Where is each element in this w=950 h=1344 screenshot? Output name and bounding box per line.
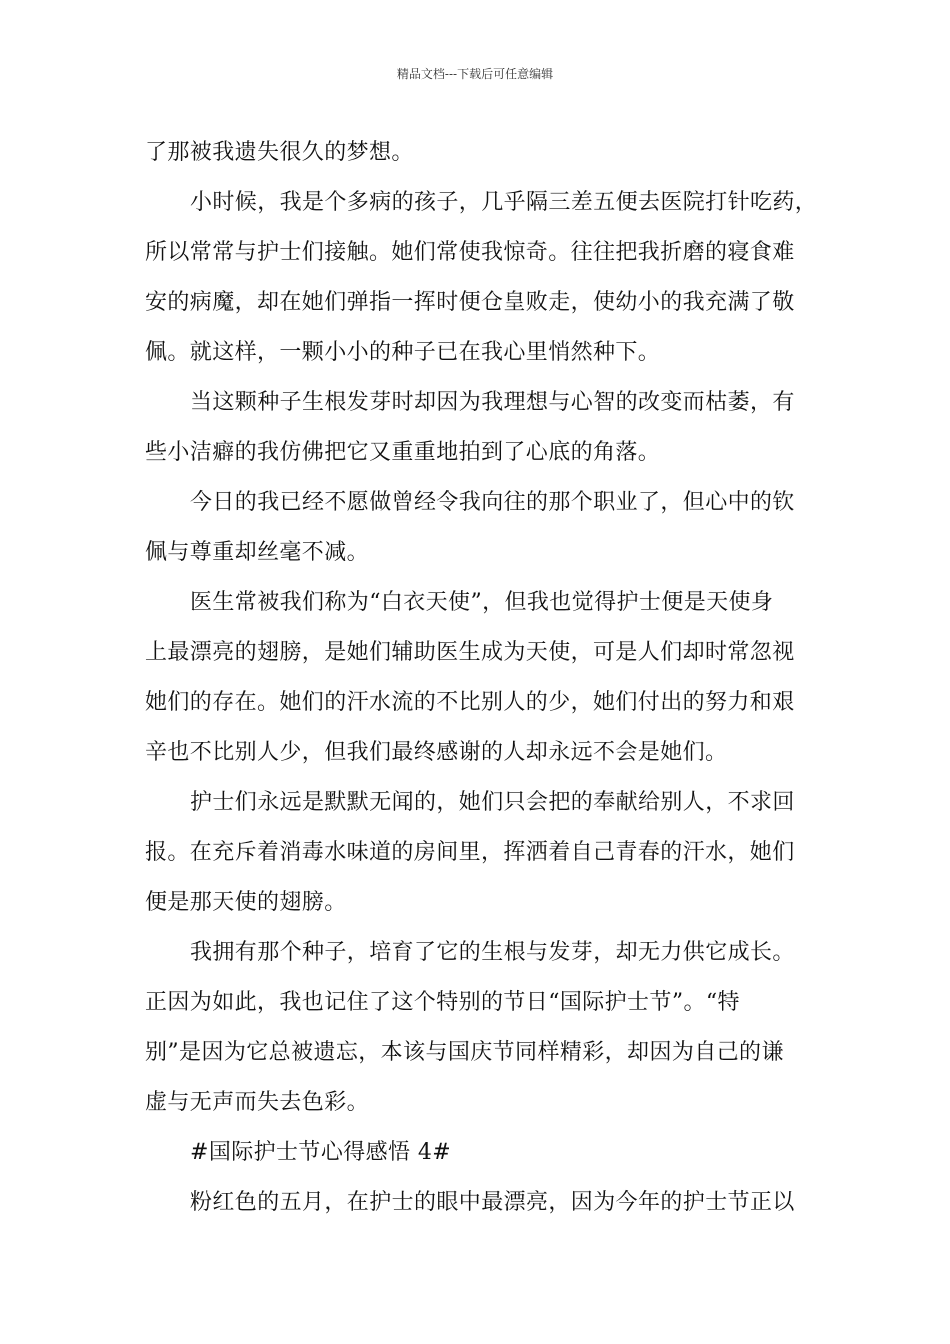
text-line: 当这颗种子生根发芽时却因为我理想与心智的改变而枯萎，有 [190, 390, 795, 415]
text-line: 辛也不比别人少，但我们最终感谢的人却永远不会是她们。 [145, 740, 728, 765]
text-line: 安的病魔，却在她们弹指一挥时便仓皇败走，使幼小的我充满了敬 [145, 290, 795, 315]
text-line: 正因为如此，我也记住了这个特别的节日“国际护士节”。“特 [145, 990, 740, 1015]
paragraph [145, 928, 825, 1128]
paragraph [145, 478, 825, 578]
text-line: 佩与尊重却丝毫不减。 [145, 540, 370, 565]
text-line: 佩。就这样，一颗小小的种子已在我心里悄然种下。 [145, 340, 661, 365]
section-heading [145, 1128, 825, 1178]
text-line: 所以常常与护士们接触。她们常使我惊奇。往往把我折磨的寝食难 [145, 240, 795, 265]
text-line: 护士们永远是默默无闻的，她们只会把的奉献给别人，不求回 [190, 790, 795, 815]
text-line: 她们的存在。她们的汗水流的不比别人的少，她们付出的努力和艰 [145, 690, 795, 715]
paragraph [145, 178, 825, 378]
text-line: 粉红色的五月，在护士的眼中最漂亮，因为今年的护士节正以 [190, 1190, 795, 1215]
paragraph [145, 378, 825, 478]
text-line: 小时候，我是个多病的孩子，几乎隔三差五便去医院打针吃药， [190, 190, 818, 215]
text-line: 了那被我遗失很久的梦想。 [145, 140, 414, 165]
text-line: 虚与无声而失去色彩。 [145, 1090, 370, 1115]
text-line: 我拥有那个种子，培育了它的生根与发芽，却无力供它成长。 [190, 940, 795, 965]
text-line: 便是那天使的翅膀。 [145, 890, 347, 915]
text-line: 上最漂亮的翅膀，是她们辅助医生成为天使，可是人们却时常忽视 [145, 640, 795, 665]
paragraph [145, 1178, 825, 1228]
paragraph [145, 778, 825, 928]
document-body [145, 128, 825, 1228]
text-line: 别”是因为它总被遗忘，本该与国庆节同样精彩，却因为自己的谦 [145, 1040, 784, 1065]
text-line: 医生常被我们称为“白衣天使”，但我也觉得护士便是天使身 [190, 590, 774, 615]
paragraph [145, 578, 825, 778]
paragraph [145, 128, 825, 178]
text-line: 些小洁癖的我仿佛把它又重重地拍到了心底的角落。 [145, 440, 661, 465]
text-line: #国际护士节心得感悟 4# [190, 1140, 452, 1165]
text-line: 今日的我已经不愿做曾经令我向往的那个职业了，但心中的钦 [190, 490, 795, 515]
text-line: 报。在充斥着消毒水味道的房间里，挥洒着自己青春的汗水，她们 [145, 840, 795, 865]
page-header: 精品文档---下载后可任意编辑 [396, 67, 554, 81]
